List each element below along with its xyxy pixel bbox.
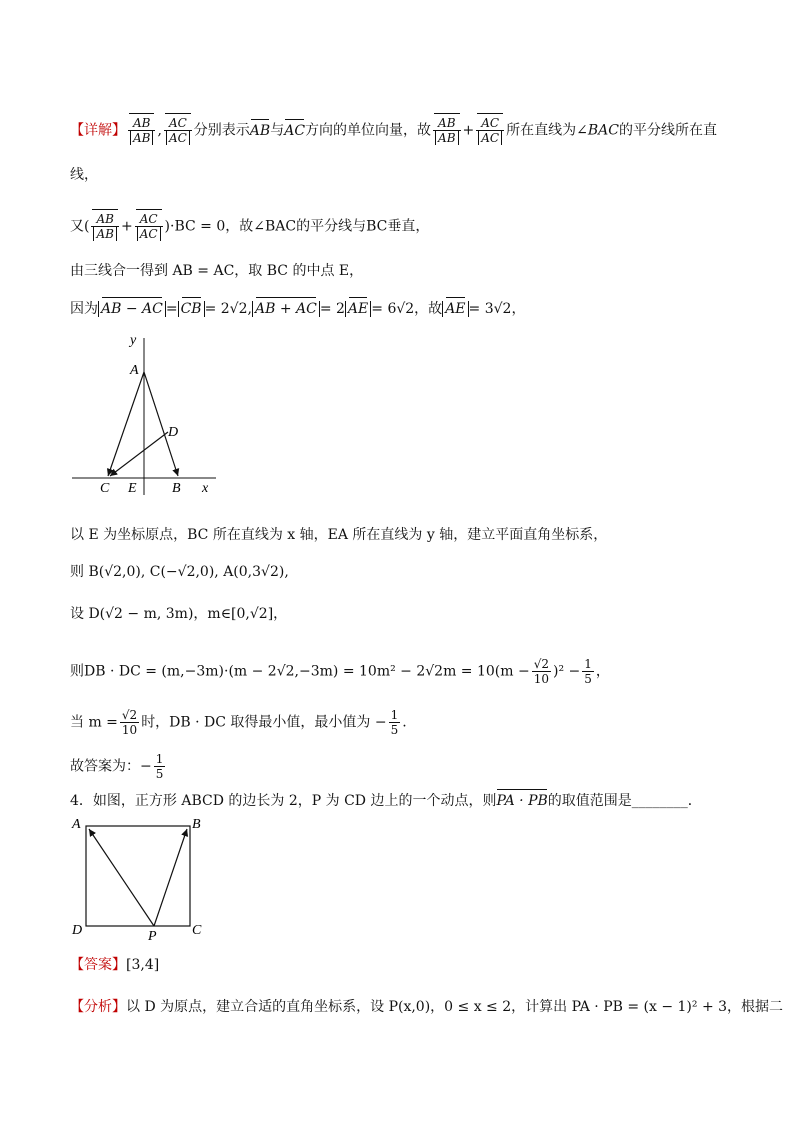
label-C: C — [100, 481, 110, 496]
segment-AC — [108, 372, 144, 476]
detail-line-5: 以 E 为坐标原点，BC 所在直线为 x 轴，EA 所在直线为 y 轴，建立平面直角坐标系， — [70, 527, 608, 543]
segment-DC — [110, 432, 168, 476]
answer-value: [3,4] — [126, 957, 160, 973]
detail-line-3: 由三线合一得到 AB = AC，取 BC 的中点 E， — [70, 263, 364, 279]
label-y: y — [130, 333, 137, 348]
detail-line-8: 则DB · DC = (m,−3m)·(m − 2√2,−3m) = 10m² − 2√2m = 10(m − $\frac{√2}{10}$ )² − $\frac{1}{5}$ ， — [70, 657, 610, 686]
segment-AB — [144, 372, 178, 476]
analysis-tag: 【分析】 — [70, 999, 126, 1015]
label-E: E — [128, 481, 137, 496]
label-D2: D — [72, 923, 83, 938]
label-B2: B — [192, 817, 201, 832]
answer-tag: 【答案】 — [70, 957, 126, 973]
figure-square — [68, 812, 218, 942]
figure-triangle-axes — [68, 330, 228, 500]
detail-line-4: 因为 AB − AC = CB = 2√2, AB + AC = 2 AE = 6√2，故 AE = 3√2， — [70, 301, 526, 317]
question-4: 4．如图，正方形 ABCD 的边长为 2，P 为 CD 边上的一个动点，则PA · PB的取值范围是________． — [70, 793, 702, 809]
detail-line-2: 又( $\frac{AB}{AB}$ + $\frac{AC}{AC}$ )·BC = 0，故∠BAC的平分线与BC垂直， — [70, 212, 430, 241]
detail-line-1-cont: 线， — [70, 167, 98, 183]
unit-vector-AB: $\frac{AB}{AB}$ — [128, 116, 155, 145]
detail-line-1: 【详解】 $\frac{AB}{AB}$ , $\frac{AC}{AC}$ 分别表示AB与AC方向的单位向量，故 $\frac{AB}{AB}$ + $\frac{AC}{AC}$ 所在直线为∠BAC的平分线所在直 — [70, 116, 717, 145]
label-x: x — [202, 481, 209, 496]
label-P2: P — [148, 929, 157, 942]
detail-tag: 【详解】 — [70, 122, 126, 139]
analysis-line — [70, 998, 783, 1016]
detail-answer-line: 故答案为：− $\frac{1}{5}$ — [70, 752, 164, 781]
segment-PB — [154, 829, 187, 926]
detail-line-9: 当 m = $\frac{√2}{10}$ 时，DB · DC 取得最小值，最小值为 − $\frac{1}{5}$ . — [70, 708, 407, 737]
label-D: D — [168, 425, 179, 440]
segment-PA — [89, 829, 154, 926]
label-A2: A — [72, 817, 81, 832]
unit-vector-AC: $\frac{AC}{AC}$ — [164, 116, 192, 145]
analysis-text: 以 D 为原点，建立合适的直角坐标系，设 P(x,0)，0 ≤ x ≤ 2，计算出 PA · PB = (x − 1)² + 3，根据二 — [126, 999, 784, 1015]
label-C2: C — [192, 923, 202, 938]
label-B: B — [172, 481, 181, 496]
label-A: A — [130, 363, 139, 378]
detail-line-7: 设 D(√2 − m, 3m)，m∈[0,√2]， — [70, 606, 288, 622]
square-ABCD — [86, 826, 190, 926]
detail-line-6: 则 B(√2,0), C(−√2,0), A(0,3√2), — [70, 564, 289, 580]
answer-line — [70, 956, 159, 974]
